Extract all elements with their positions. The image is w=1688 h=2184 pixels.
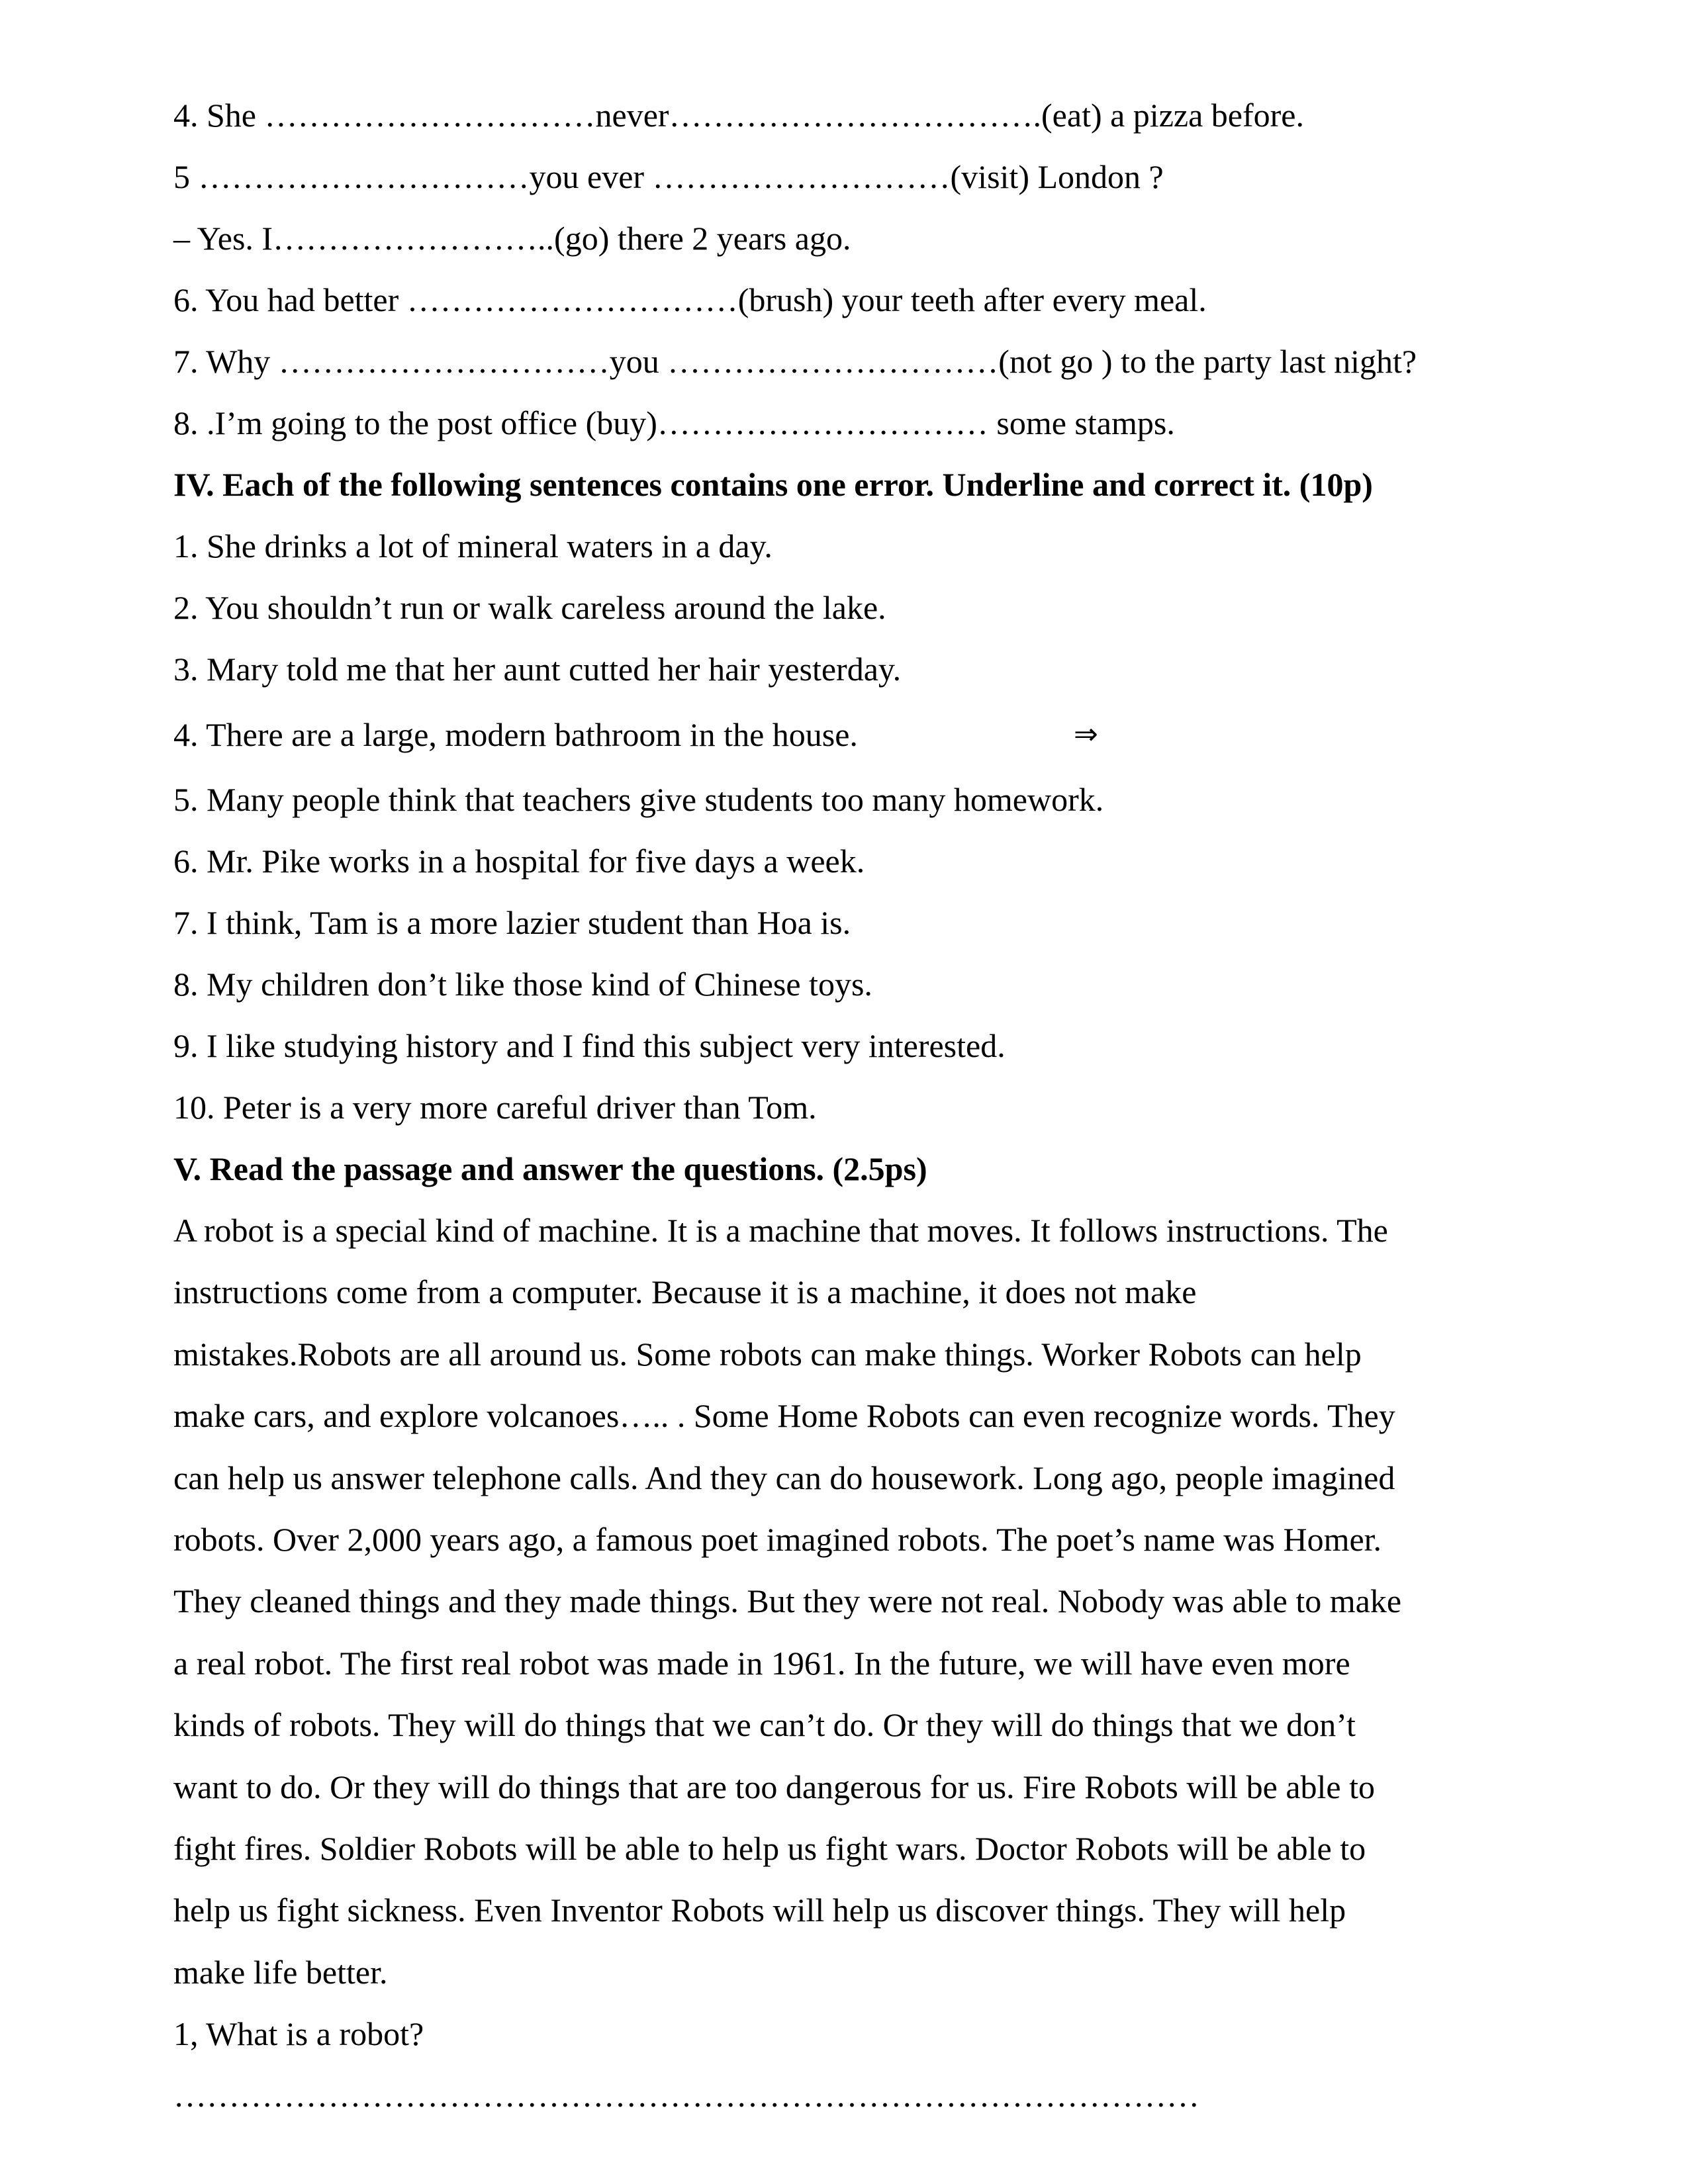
exercise-iii-item-4: 4. She …………………………never…………………………….(eat) a pizza before. xyxy=(173,97,1304,134)
exercise-iv-item-2: 2. You shouldn’t run or walk careless around the lake. xyxy=(173,589,886,626)
exercise-iv-item-3: 3. Mary told me that her aunt cutted her hair yesterday. xyxy=(173,651,902,688)
exercise-iv-item-4-row xyxy=(173,700,1537,769)
question-1: 1, What is a robot? xyxy=(173,2015,424,2053)
exercise-iii-item-6: 6. You had better …………………………(brush) your teeth after every meal. xyxy=(173,281,1207,318)
passage-line: make life better. xyxy=(173,1953,388,1991)
exercise-iv-heading: IV. Each of the following sentences contains one error. Underline and correct it. (10p) xyxy=(173,466,1373,503)
exercise-iii-item-5-answer: – Yes. I……………………..(go) there 2 years ago. xyxy=(173,220,851,257)
answer-line: ………………………………………………………………………………… xyxy=(173,2077,1199,2115)
reading-passage xyxy=(173,1200,1537,2003)
passage-line: A robot is a special kind of machine. It is a machine that moves. It follows instructions. The xyxy=(173,1212,1388,1249)
exercise-v-section xyxy=(173,1138,1537,2126)
passage-line: want to do. Or they will do things that are too dangerous for us. Fire Robots will be able to xyxy=(173,1768,1375,1805)
exercise-iv-item-5: 5. Many people think that teachers give students too many homework. xyxy=(173,781,1104,818)
exercise-iv-item-9: 9. I like studying history and I find this subject very interested. xyxy=(173,1027,1006,1064)
passage-line: can help us answer telephone calls. And they can do housework. Long ago, people imagined xyxy=(173,1459,1395,1496)
exercise-iv-item-4: 4. There are a large, modern bathroom in the house. xyxy=(173,716,858,753)
passage-line: mistakes.Robots are all around us. Some robots can make things. Worker Robots can help xyxy=(173,1335,1362,1373)
passage-line: help us fight sickness. Even Inventor Robots will help us discover things. They will help xyxy=(173,1891,1346,1929)
exercise-v-heading: V. Read the passage and answer the questions. (2.5ps) xyxy=(173,1150,927,1187)
exercise-iv-item-8: 8. My children don’t like those kind of Chinese toys. xyxy=(173,966,872,1003)
exercise-iv-item-10: 10. Peter is a very more careful driver than Tom. xyxy=(173,1089,817,1126)
passage-line: They cleaned things and they made things. But they were not real. Nobody was able to make xyxy=(173,1582,1402,1620)
exercise-iii-section xyxy=(173,85,1537,454)
exercise-iii-item-8: 8. .I’m going to the post office (buy)………………………… some stamps. xyxy=(173,404,1175,441)
exercise-iv-section xyxy=(173,454,1537,1138)
passage-line: instructions come from a computer. Because it is a machine, it does not make xyxy=(173,1273,1197,1311)
exercise-iii-item-7: 7. Why …………………………you …………………………(not go ) to the party last night? xyxy=(173,343,1417,380)
worksheet-page xyxy=(173,85,1537,2126)
exercise-iv-item-7: 7. I think, Tam is a more lazier student than Hoa is. xyxy=(173,904,851,941)
passage-line: fight fires. Soldier Robots will be able to help us fight wars. Doctor Robots will be able to xyxy=(173,1830,1366,1868)
passage-line: kinds of robots. They will do things that we can’t do. Or they will do things that we don’t xyxy=(173,1706,1356,1744)
passage-line: make cars, and explore volcanoes….. . Some Home Robots can even recognize words. They xyxy=(173,1397,1395,1435)
exercise-iii-item-5: 5 …………………………you ever ………………………(visit) London ? xyxy=(173,158,1164,195)
passage-line: a real robot. The first real robot was made in 1961. In the future, we will have even more xyxy=(173,1644,1350,1682)
right-arrow-icon: ⇒ xyxy=(1074,717,1098,751)
exercise-iv-item-6: 6. Mr. Pike works in a hospital for five days a week. xyxy=(173,842,865,880)
exercise-iv-item-1: 1. She drinks a lot of mineral waters in a day. xyxy=(173,527,773,565)
passage-line: robots. Over 2,000 years ago, a famous poet imagined robots. The poet’s name was Homer. xyxy=(173,1521,1382,1559)
